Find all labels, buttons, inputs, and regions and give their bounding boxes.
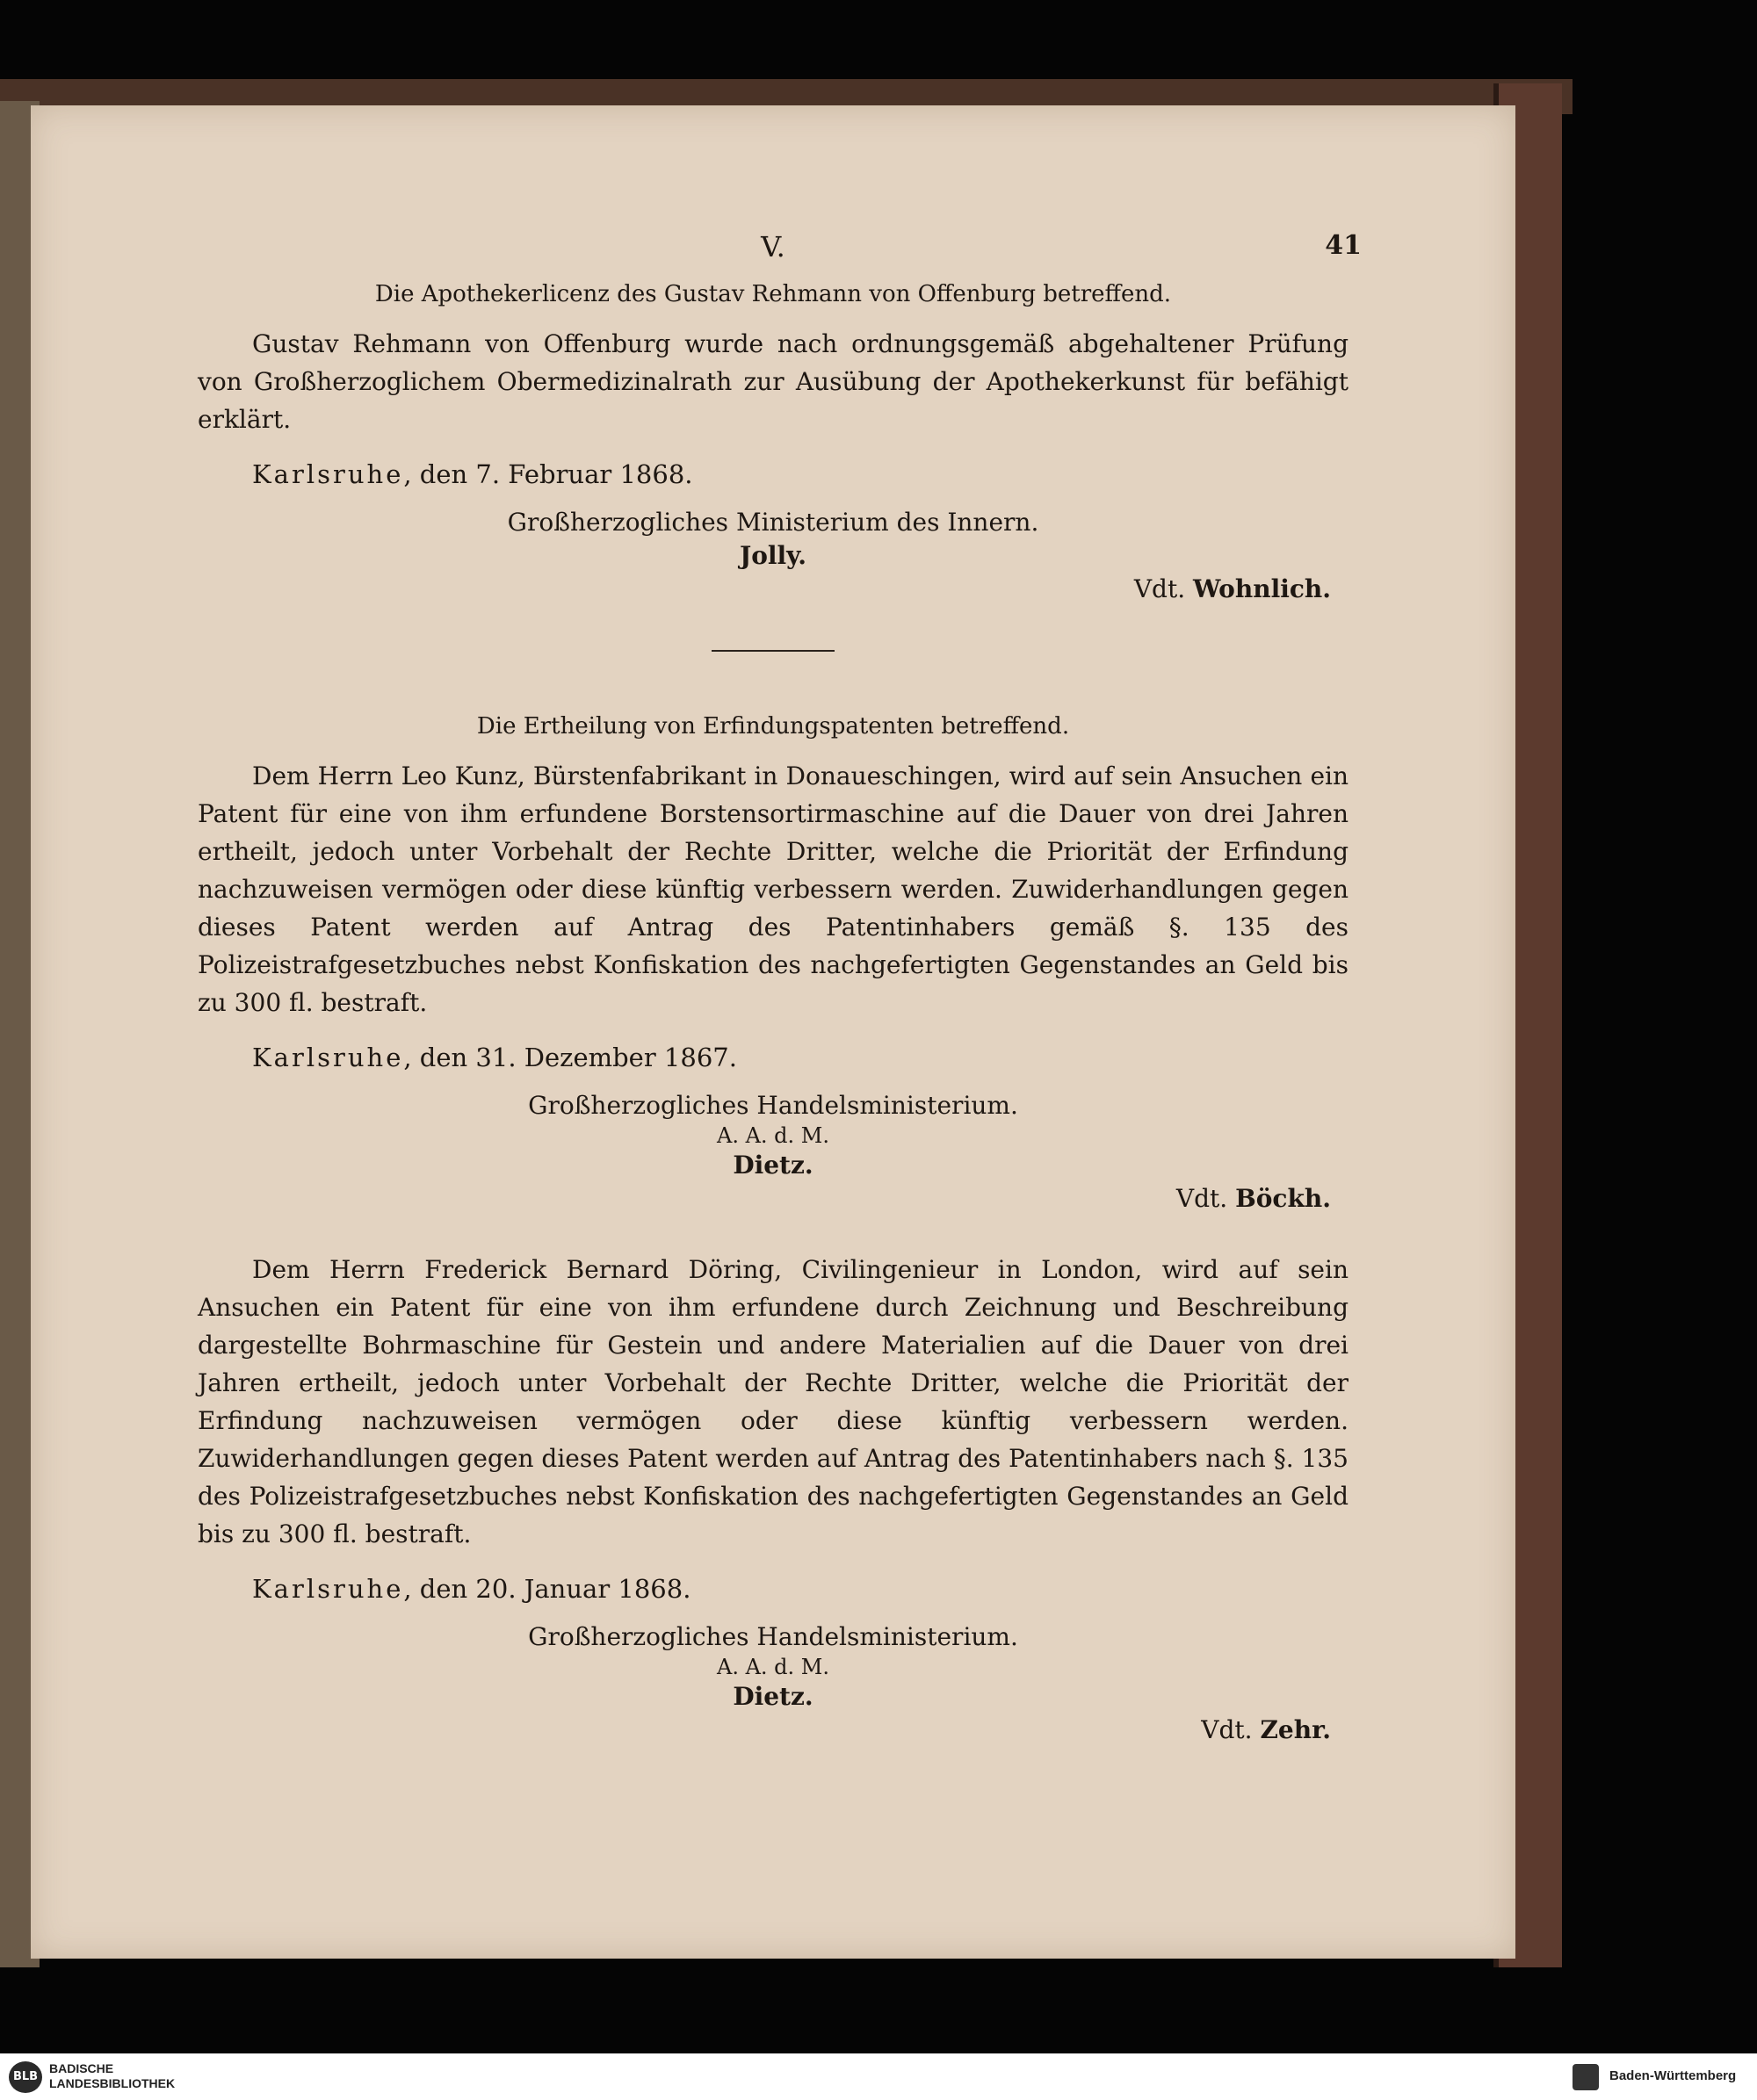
blb-logo-icon[interactable]: BLB [9,2061,42,2093]
page-header [198,230,1362,276]
ministry-name: Großherzogliches Ministerium des Innern. [507,508,1039,537]
date-place: Karlsruhe [252,459,404,489]
page-text [198,230,1362,1747]
page-number: 41 [1325,230,1362,261]
blb-line-2: LANDESBIBLIOTHEK [49,2076,176,2090]
notice-body: Dem Herrn Leo Kunz, Bürstenfabrikant in Donaueschingen, wird auf sein Ansuchen ein Patent für eine von ihm erfundene Borstensortirmaschine auf die Dauer von drei Jahren ertheilt, jedoch unter Vorbehalt der Rechte Dritter, welche die Priorität der Erfindung nachzuweisen vermögen oder diese künftig verbessern werden. Zuwiderhandlungen gegen dieses Patent werden auf Antrag des Patentinhabers gemäß §. 135 des Polizeistrafgesetzbuches nebst Konfiskation des nachgefertigten Gegenstandes an Geld bis zu 300 fl. bestraft. [198,761,1348,1017]
ministry-name: Großherzogliches Handelsministerium. [528,1622,1018,1651]
vdt-line [198,573,1331,606]
scanned-page [31,105,1515,1959]
date-text: , den 7. Februar 1868. [403,459,693,489]
signer-name: Dietz. [733,1682,813,1711]
vdt-line [198,1714,1331,1747]
section-number: V. [761,230,785,263]
notice-apothekerlicenz [198,281,1348,606]
bw-label[interactable]: Baden-Württemberg [1609,2068,1737,2083]
vdt-line [198,1182,1331,1216]
date-text: , den 31. Dezember 1867. [403,1043,737,1072]
section-divider [712,650,835,652]
signer-name: Jolly. [739,541,806,570]
notice-body: Dem Herrn Frederick Bernard Döring, Civilingenieur in London, wird auf sein Ansuchen ein Patent für eine von ihm erfundene durch Zeichnung und Beschreibung dargestellte Bohrmaschine für Gestein und andere Materialien auf die Dauer von drei Jahren ertheilt, jedoch unter Vorbehalt der Rechte Dritter, welche die Priorität der Erfindung nachzuweisen vermögen oder diese künftig verbessern werden. Zuwiderhandlungen gegen dieses Patent werden auf Antrag des Patentinhabers nach §. 135 des Polizeistrafgesetzbuches nebst Konfiskation des nachgefertigten Gegenstandes an Geld bis zu 300 fl. bestraft. [198,1255,1348,1548]
vdt-name: Wohnlich. [1193,574,1331,603]
notice-body: Gustav Rehmann von Offenburg wurde nach ordnungsgemäß abgehaltener Prüfung von Großherzoglichem Obermedizinalrath zur Ausübung der Apothekerkunst für befähigt erklärt. [198,329,1348,434]
bw-coat-of-arms-icon [1573,2064,1599,2090]
notice-patent-doering [198,1251,1348,1747]
blb-line-1: BADISCHE [49,2061,114,2075]
date-place: Karlsruhe [252,1043,404,1072]
footer-bar [0,2053,1757,2100]
vdt-label: Vdt. [1201,1715,1253,1744]
notice-date [252,1570,1348,1608]
aad-abbreviation: A. A. d. M. [716,1123,829,1148]
vdt-label: Vdt. [1175,1184,1228,1213]
vdt-name: Böckh. [1235,1184,1331,1213]
date-text: , den 20. Januar 1868. [403,1574,691,1604]
date-place: Karlsruhe [252,1574,404,1604]
signer-name: Dietz. [733,1151,813,1180]
notice-patent-kunz [198,713,1348,1216]
notice-date [252,456,1348,494]
vdt-label: Vdt. [1133,574,1186,603]
vdt-name: Zehr. [1260,1715,1331,1744]
notice-date [252,1039,1348,1077]
notice-title: Die Apothekerlicenz des Gustav Rehmann von Offenburg betreffend. [374,281,1172,307]
blb-wordmark[interactable] [49,2061,175,2091]
notice-title: Die Ertheilung von Erfindungspatenten betreffend. [476,713,1070,740]
ministry-name: Großherzogliches Handelsministerium. [528,1091,1018,1120]
aad-abbreviation: A. A. d. M. [716,1655,829,1679]
